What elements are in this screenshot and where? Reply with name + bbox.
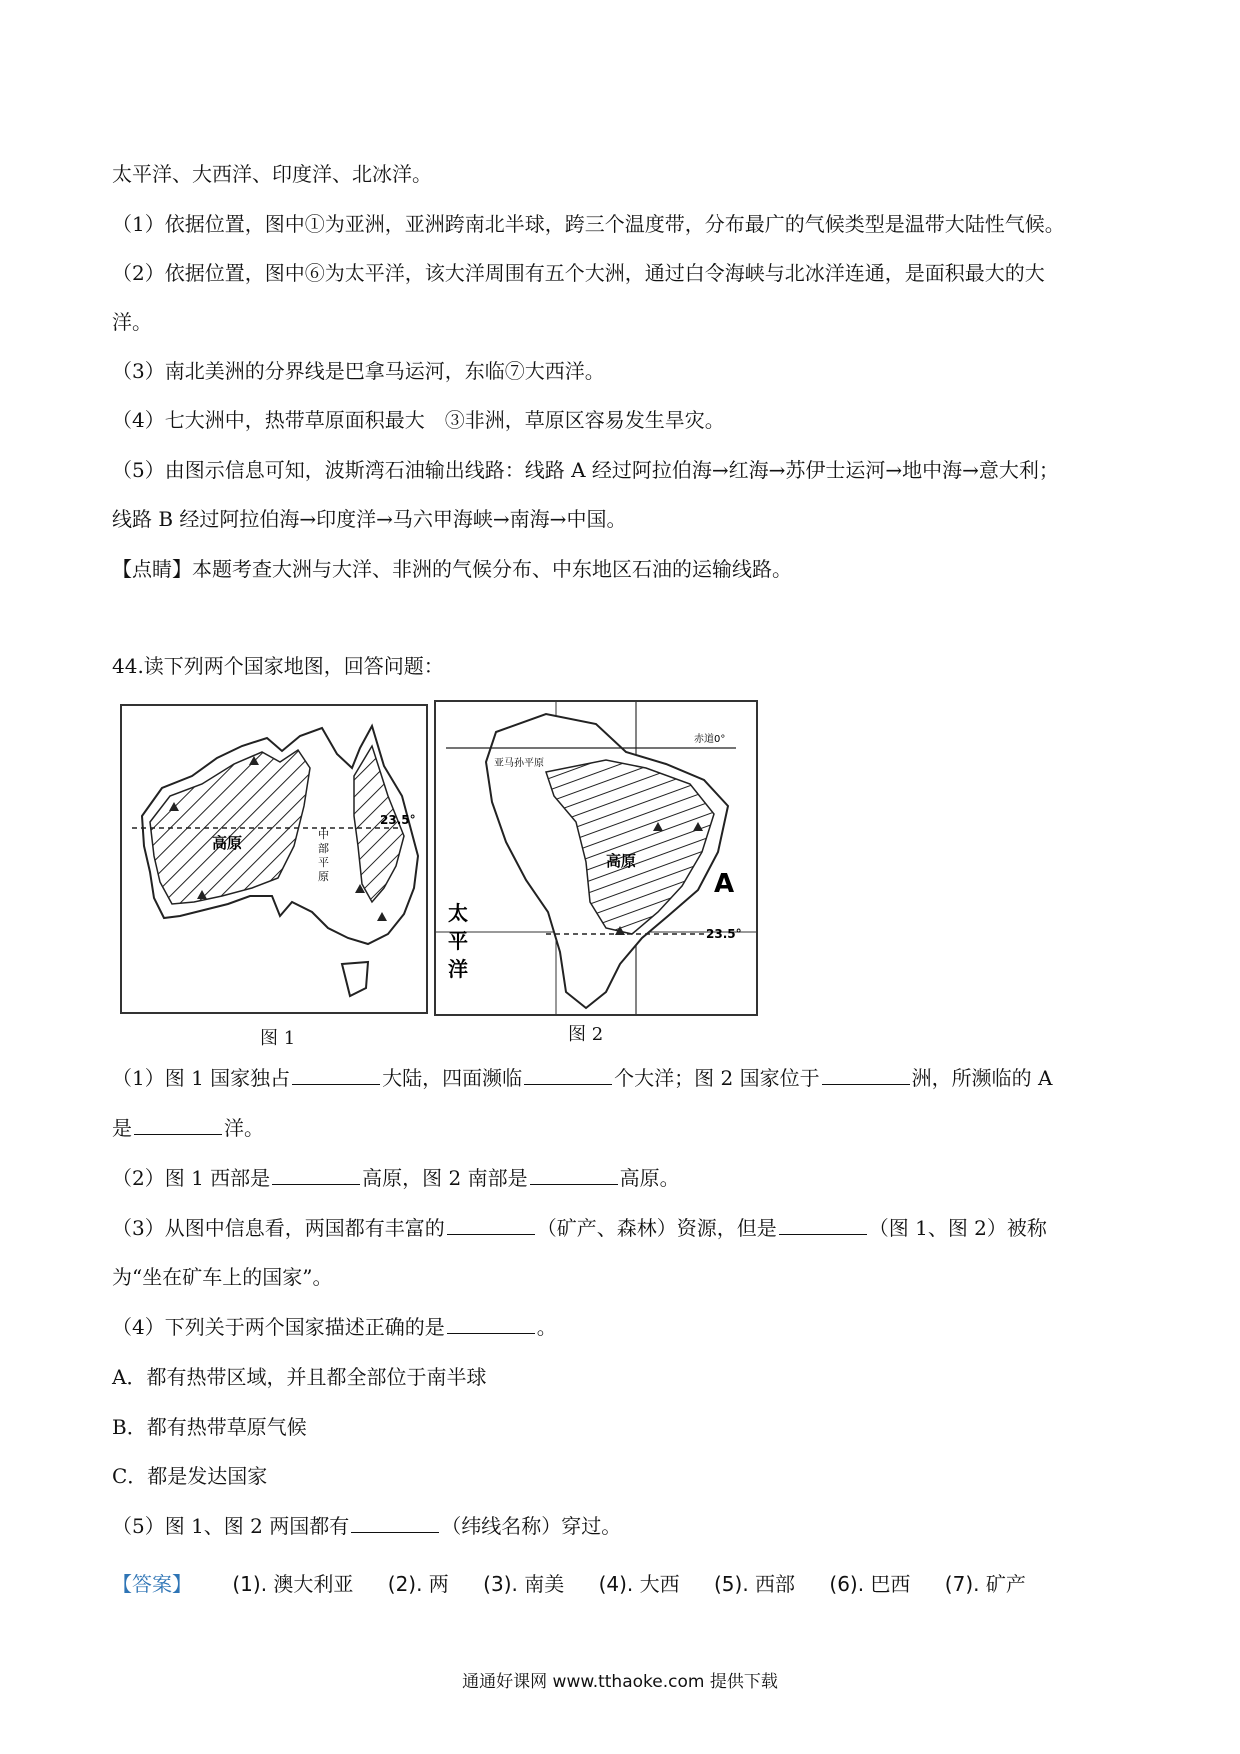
question-3a	[112, 1214, 1047, 1242]
tropic-label-fig1: 23.5°	[380, 813, 416, 827]
answer-blank	[272, 1164, 360, 1185]
answer-item: (2). 两	[387, 1572, 449, 1596]
question-text: 个大洋；图 2 国家位于	[614, 1066, 820, 1090]
answer-item: (7). 矿产	[944, 1572, 1026, 1596]
answer-blank	[351, 1512, 439, 1533]
explanation-1: （1）依据位置，图中①为亚洲，亚洲跨南北半球，跨三个温度带，分布最广的气候类型是温带大陆性气候。	[112, 212, 1065, 236]
explanation-4: （4）七大洲中，热带草原面积最大 ③非洲，草原区容易发生旱灾。	[112, 408, 725, 432]
question-text: 洲，所濒临的 A	[911, 1066, 1053, 1090]
answer-item: (5). 西部	[713, 1572, 796, 1596]
question-text: （1）图 1 国家独占	[112, 1066, 291, 1090]
pacific-char-1: 太	[448, 901, 468, 925]
pacific-char-3: 洋	[448, 957, 468, 981]
explanation-5a: （5）由图示信息可知，波斯湾石油输出线路：线路 A 经过阿拉伯海→红海→苏伊士运河→地中海→意大利；	[112, 458, 1059, 482]
answer-blank	[524, 1064, 612, 1085]
option-a: A．都有热带区域，并且都全部位于南半球	[112, 1365, 487, 1389]
answer-blank	[447, 1214, 535, 1235]
question-5	[112, 1512, 621, 1540]
answer-blank	[134, 1114, 222, 1135]
answer-tag: 【答案】	[112, 1572, 192, 1596]
question-text: （矿产、森林）资源，但是	[536, 1216, 777, 1240]
explanation-5b: 线路 B 经过阿拉伯海→印度洋→马六甲海峡→南海→中国。	[112, 507, 627, 531]
amazon-plain-label: 亚马孙平原	[494, 758, 544, 769]
figure-1-map	[120, 704, 428, 1014]
question-text: （2）图 1 西部是	[112, 1166, 271, 1190]
a-label: A	[714, 869, 735, 899]
question-text: 高原，图 2 南部是	[362, 1166, 528, 1190]
question-text: 大陆，四面濒临	[382, 1066, 523, 1090]
oceans-line: 太平洋、大西洋、印度洋、北冰洋。	[112, 162, 432, 186]
option-c: C．都是发达国家	[112, 1464, 268, 1488]
plain-char-4: 原	[318, 870, 329, 883]
answer-blank	[530, 1164, 618, 1185]
question-text: 洋。	[224, 1116, 264, 1140]
question-2	[112, 1164, 680, 1192]
question-text: 高原。	[619, 1166, 680, 1190]
question-text: （4）下列关于两个国家描述正确的是	[112, 1315, 445, 1339]
explanation-3: （3）南北美洲的分界线是巴拿马运河，东临⑦大西洋。	[112, 359, 605, 383]
answer-blank	[447, 1313, 535, 1334]
answer-blank	[292, 1064, 380, 1085]
answer-item: (1). 澳大利亚	[232, 1572, 354, 1596]
plateau-label-fig1: 高原	[212, 834, 243, 852]
question-4	[112, 1313, 557, 1341]
pacific-char-2: 平	[448, 929, 468, 953]
tasmania-outline	[342, 962, 368, 996]
explanation-2a: （2）依据位置，图中⑥为太平洋，该大洋周围有五个大洲，通过白令海峡与北冰洋连通，是面积最大的大	[112, 261, 1045, 285]
dianjing-note: 【点睛】本题考查大洲与大洋、非洲的气候分布、中东地区石油的运输线路。	[112, 557, 792, 581]
plateau-label-fig2: 高原	[606, 852, 637, 870]
question-text: （3）从图中信息看，两国都有丰富的	[112, 1216, 445, 1240]
figure-2-caption: 图 2	[568, 1024, 604, 1045]
explanation-2b: 洋。	[112, 310, 152, 334]
equator-label: 赤道0°	[694, 734, 726, 745]
question-1b	[112, 1114, 264, 1142]
page-footer: 通通好课网 www.tthaoke.com 提供下载	[462, 1672, 778, 1692]
question-text: （5）图 1、图 2 两国都有	[112, 1514, 350, 1538]
tropic-label-fig2: 23.5°	[706, 927, 742, 941]
figure-2-map	[434, 700, 758, 1016]
answer-line	[112, 1570, 1054, 1598]
plain-char-3: 平	[318, 856, 329, 869]
option-b: B．都有热带草原气候	[112, 1415, 307, 1439]
plain-char-2: 部	[318, 842, 329, 855]
answer-blank	[822, 1064, 910, 1085]
question-text: 是	[112, 1116, 132, 1140]
answer-item: (6). 巴西	[829, 1572, 911, 1596]
answer-blank	[779, 1214, 867, 1235]
question-title: 44.读下列两个国家地图，回答问题：	[112, 654, 444, 678]
figure-1-caption: 图 1	[260, 1028, 296, 1049]
question-text: （图 1、图 2）被称	[868, 1216, 1047, 1240]
question-text: （纬线名称）穿过。	[441, 1514, 622, 1538]
question-text: 。	[536, 1315, 557, 1339]
question-1a	[112, 1064, 1052, 1092]
question-3b: 为“坐在矿车上的国家”。	[112, 1265, 333, 1289]
plain-char-1: 中	[318, 828, 329, 841]
answer-item: (4). 大西	[598, 1572, 680, 1596]
answer-item: (3). 南美	[483, 1572, 565, 1596]
